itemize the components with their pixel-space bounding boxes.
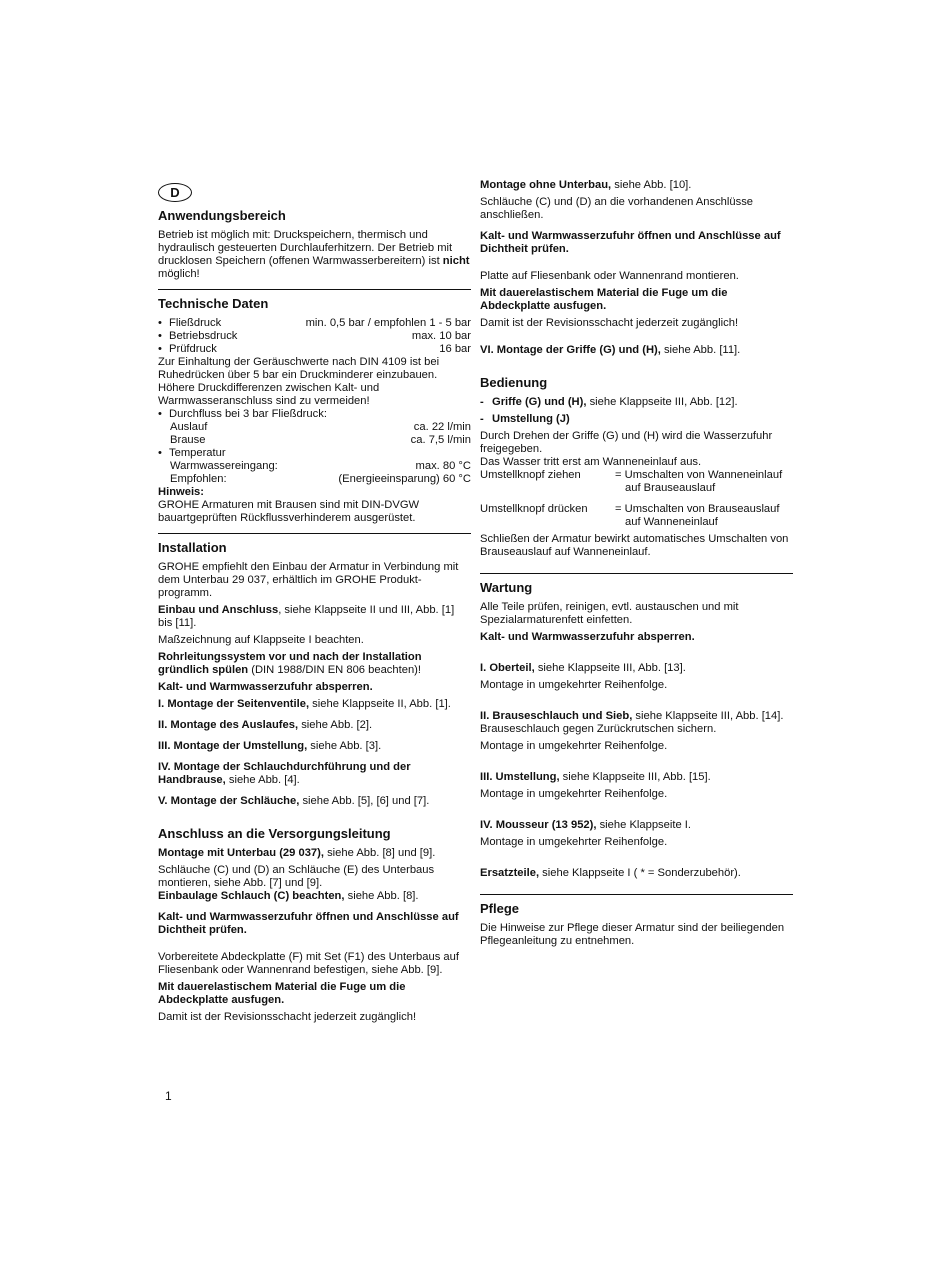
drehen-text: Durch Drehen der Griffe (G) und (H) wird die Wasserzufuhr freigegeben.	[480, 430, 773, 455]
install-step: II. Montage des Auslaufes, siehe Abb. [2].	[158, 719, 373, 731]
montage-ohne-text: Montage ohne Unterbau, siehe Abb. [10].	[480, 179, 692, 191]
reihenfolge-text: Montage in umgekehrter Reihenfolge.	[480, 788, 668, 800]
temp-row: Empfohlen: (Energieeinsparung) 60 °C	[170, 473, 471, 485]
umstell-row: Umstellknopf ziehen = Umschalten von Wanneneinlauf auf Brauseauslauf	[480, 469, 783, 494]
platte-text: Platte auf Fliesenbank oder Wannenrand montieren.	[480, 270, 739, 282]
installation-intro: GROHE empfiehlt den Einbau der Armatur in Verbindung mit dem Unterbau 29 037, erhältlich im GROHE Produkt-programm.	[158, 561, 459, 599]
temp-row: Warmwassereingang: max. 80 °C	[170, 460, 471, 472]
umstellung-item: - Umstellung (J)	[480, 413, 793, 426]
fuge-text: Mit dauerelastischem Material die Fuge um die Abdeckplatte ausfugen.	[480, 287, 728, 312]
mass-text: Maßzeichnung auf Klappseite I beachten.	[158, 634, 364, 646]
divider	[480, 573, 793, 574]
brauseschlauch-text: Brauseschlauch gegen Zurückrutschen sichern.	[480, 723, 717, 735]
flow-row: Auslauf ca. 22 l/min	[170, 421, 471, 433]
einbaulage-text: Einbaulage Schlauch (C) beachten, siehe Abb. [8].	[158, 890, 419, 902]
schlaeuche-anschliessen-text: Schläuche (C) und (D) an die vorhandenen Anschlüsse anschließen.	[480, 196, 754, 221]
anwendung-text: Betrieb ist möglich mit: Druckspeichern, thermisch und hydraulisch gesteuerten Durchlauferhitzern. Der Betrieb mit drucklosen Speichern (offenen Warmwasserbereitern) ist nicht möglich!	[158, 229, 470, 280]
language-badge: D	[158, 183, 192, 202]
absperren-text: Kalt- und Warmwasserzufuhr absperren.	[158, 681, 373, 693]
hinweis-title: Hinweis:	[158, 486, 205, 498]
einbau-text: Einbau und Anschluss, siehe Klappseite II und III, Abb. [1] bis [11].	[158, 604, 455, 629]
durchfluss-label: • Durchfluss bei 3 bar Fließdruck:	[158, 408, 471, 421]
right-column	[480, 179, 793, 948]
section-title-technische-daten: Technische Daten	[158, 296, 269, 311]
wasser-text: Das Wasser tritt erst am Wanneneinlauf aus.	[480, 456, 702, 468]
absperren-text: Kalt- und Warmwasserzufuhr absperren.	[480, 631, 695, 643]
page-number: 1	[165, 1089, 172, 1103]
umstell-row: Umstellknopf drücken = Umschalten von Brauseauslauf auf Wanneneinlauf	[480, 503, 780, 528]
oeffnen-text: Kalt- und Warmwasserzufuhr öffnen und Anschlüsse auf Dichtheit prüfen.	[480, 230, 781, 255]
divider	[158, 289, 471, 290]
section-title-installation: Installation	[158, 540, 227, 555]
flow-row: Brause ca. 7,5 l/min	[170, 434, 471, 446]
technik-text: Zur Einhaltung der Geräuschwerte nach DIN 4109 ist bei Ruhedrücken über 5 bar ein Druckminderer einzubauen. Höhere Druckdifferenzen zwischen Kalt- und Warmwasseranschluss sind zu vermeiden!	[158, 356, 440, 407]
oeffnen-text: Kalt- und Warmwasserzufuhr öffnen und Anschlüsse auf Dichtheit prüfen.	[158, 911, 459, 936]
section-title-anwendungsbereich: Anwendungsbereich	[158, 208, 286, 223]
montage-mit-text: Montage mit Unterbau (29 037), siehe Abb. [8] und [9].	[158, 847, 436, 859]
griffe-item: - Griffe (G) und (H), siehe Klappseite III, Abb. [12].	[480, 396, 793, 409]
section-title-wartung: Wartung	[480, 580, 533, 595]
reihenfolge-text: Montage in umgekehrter Reihenfolge.	[480, 679, 668, 691]
install-step: V. Montage der Schläuche, siehe Abb. [5], [6] und [7].	[158, 795, 430, 807]
divider	[480, 894, 793, 895]
wartung-step: IV. Mousseur (13 952), siehe Klappseite I.	[480, 819, 692, 831]
left-column	[158, 183, 471, 1024]
section-title-bedienung: Bedienung	[480, 375, 548, 390]
section-title-pflege: Pflege	[480, 901, 520, 916]
wartung-step: I. Oberteil, siehe Klappseite III, Abb. [13].	[480, 662, 686, 674]
spec-row: • Prüfdruck 16 bar	[158, 343, 471, 356]
reihenfolge-text: Montage in umgekehrter Reihenfolge.	[480, 836, 668, 848]
schliessen-text: Schließen der Armatur bewirkt automatisches Umschalten von Brauseauslauf auf Wanneneinlauf.	[480, 533, 789, 558]
hinweis-text: GROHE Armaturen mit Brausen sind mit DIN-DVGW bauartgeprüften Rückflussverhinderem ausgerüstet.	[158, 499, 420, 524]
spec-row: • Fließdruck min. 0,5 bar / empfohlen 1 - 5 bar	[158, 317, 471, 330]
montage-griffe-text: VI. Montage der Griffe (G) und (H), siehe Abb. [11].	[480, 344, 741, 356]
abdeck-text: Vorbereitete Abdeckplatte (F) mit Set (F1) des Unterbaus auf Fliesenbank oder Wannenrand befestigen, siehe Abb. [9].	[158, 951, 459, 976]
install-step: III. Montage der Umstellung, siehe Abb. [3].	[158, 740, 382, 752]
wartung-step: III. Umstellung, siehe Klappseite III, Abb. [15].	[480, 771, 711, 783]
fuge-text: Mit dauerelastischem Material die Fuge um die Abdeckplatte ausfugen.	[158, 981, 406, 1006]
wartung-intro: Alle Teile prüfen, reinigen, evtl. austauschen und mit Spezialarmaturenfett einfetten.	[480, 601, 739, 626]
spuelen-text: Rohrleitungssystem vor und nach der Installation gründlich spülen (DIN 1988/DIN EN 806 beachten)!	[158, 651, 422, 676]
reihenfolge-text: Montage in umgekehrter Reihenfolge.	[480, 740, 668, 752]
ersatzteile-text: Ersatzteile, siehe Klappseite I ( * = Sonderzubehör).	[480, 867, 741, 879]
pflege-text: Die Hinweise zur Pflege dieser Armatur sind der beiliegenden Pflegeanleitung zu entnehmen.	[480, 922, 785, 947]
spec-row: • Betriebsdruck max. 10 bar	[158, 330, 471, 343]
install-step: I. Montage der Seitenventile, siehe Klappseite II, Abb. [1].	[158, 698, 451, 710]
install-step: IV. Montage der Schlauchdurchführung und der Handbrause, siehe Abb. [4].	[158, 761, 411, 786]
revision-text: Damit ist der Revisionsschacht jederzeit zugänglich!	[480, 317, 739, 329]
divider	[158, 533, 471, 534]
wartung-step: II. Brauseschlauch und Sieb, siehe Klappseite III, Abb. [14].	[480, 710, 784, 722]
temperatur-label: • Temperatur	[158, 447, 471, 460]
section-title-anschluss: Anschluss an die Versorgungsleitung	[158, 826, 391, 841]
revision-text: Damit ist der Revisionsschacht jederzeit zugänglich!	[158, 1011, 417, 1023]
schlaeuche-text: Schläuche (C) und (D) an Schläuche (E) des Unterbaus montieren, siehe Abb. [7] und [9].	[158, 864, 435, 889]
